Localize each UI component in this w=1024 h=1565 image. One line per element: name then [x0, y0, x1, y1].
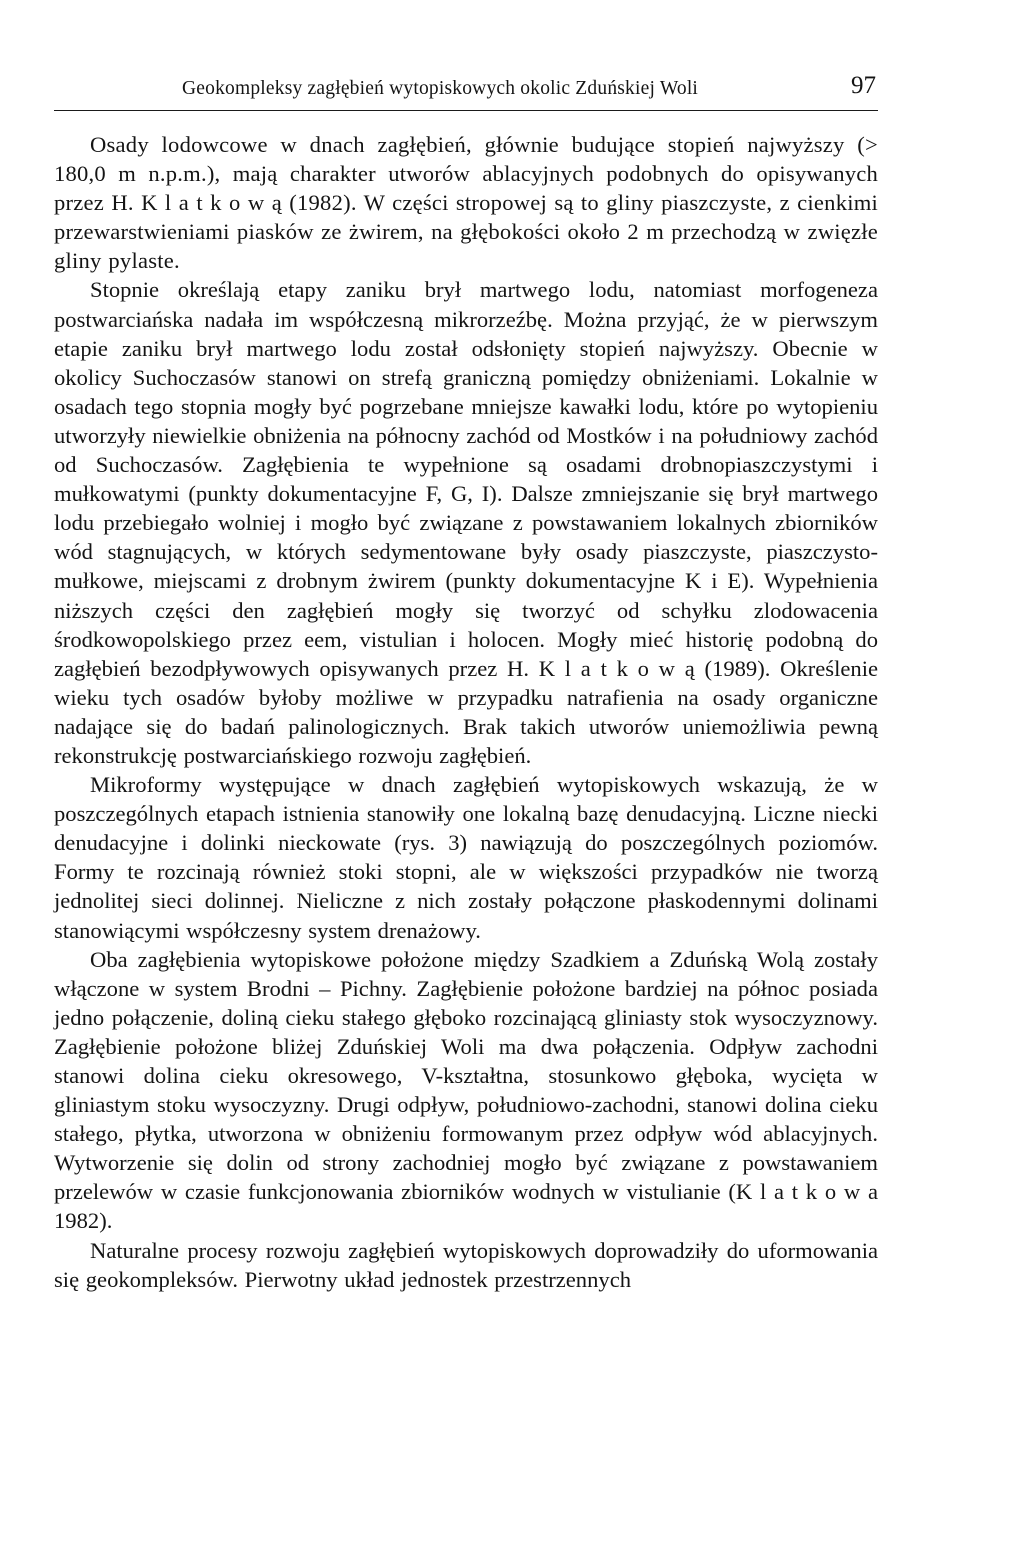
paragraph-5: Naturalne procesy rozwoju zagłębień wytopiskowych doprowadziły do uformowania się geokompleksów. Pierwotny układ jednostek przestrzennych — [54, 1237, 878, 1292]
paragraph-3: Mikroformy występujące w dnach zagłębień wytopiskowych wskazują, że w poszczególnych etapach istnienia stanowiły one lokalną bazę denudacyjną. Liczne niecki denudacyjne i dolinki nieckowate (rys. 3) nawiązują do poszczególnych poziomów. Formy te rozcinają również stoki stopni, ale w większości przypadków nie tworzą jednolitej sieci dolinnej. Nieliczne z nich zostały połączone płaskodennymi dolinami stanowiącymi współczesny system drenażowy. — [54, 772, 878, 943]
paragraph-1: Osady lodowcowe w dnach zagłębień, głównie budujące stopień najwyższy (> 180,0 m n.p.m.), mają charakter utworów ablacyjnych podobnych do opisywanych przez H. K l a t k o w ą (1982). W części stropowej są to gliny piaszczyste, z cienkimi przewarstwieniami piasków ze żwirem, na głębokości około 2 m przechodzą w zwięzłe gliny pylaste. — [54, 132, 878, 274]
document-page — [54, 72, 878, 1294]
page-number: 97 — [851, 72, 876, 99]
paragraph-4: Oba zagłębienia wytopiskowe położone między Szadkiem a Zduńską Wolą zostały włączone w system Brodni – Pichny. Zagłębienie położone bardziej na północ posiada jedno połączenie, doliną cieku stałego głęboko rozcinającą gliniasty stok wysoczyznowy. Zagłębienie położone bliżej Zduńskiej Woli ma dwa połączenia. Odpływ zachodni stanowi dolina cieku okresowego, V-kształtna, stosunkowo głęboka, wycięta w gliniastym stoku wysoczyzny. Drugi odpływ, południowo-zachodni, stanowi dolina cieku stałego, płytka, utworzona w obniżeniu formowanym przez odpływ wód ablacyjnych. Wytworzenie się dolin od strony zachodniej mogło być związane z powstawaniem przelewów w czasie funkcjonowania zbiorników wodnych w vistulianie (K l a t k o w a 1982). — [54, 946, 878, 1234]
body-text — [54, 130, 878, 1294]
running-title: Geokompleksy zagłębień wytopiskowych okolic Zduńskiej Woli — [182, 78, 699, 99]
running-header — [54, 72, 878, 111]
paragraph-2: Stopnie określają etapy zaniku brył martwego lodu, natomiast morfogeneza postwarciańska nadała im współczesną mikrorzeźbę. Można przyjąć, że w pierwszym etapie zaniku brył martwego lodu został odsłonięty stopień najwyższy. Obecnie w okolicy Suchoczasów stanowi on strefą graniczną pomiędzy obniżeniami. Lokalnie w osadach tego stopnia mogły być pogrzebane mniejsze kawałki lodu, które po wytopieniu utworzyły niewielkie obniżenia na północny zachód od Mostków i na południowy zachód od Suchoczasów. Zagłębienia te wypełnione są osadami drobnopiaszczystymi i mułkowatymi (punkty dokumentacyjne F, G, I). Dalsze zmniejszanie się brył martwego lodu przebiegało wolniej i mogło być związane z powstawaniem lokalnych zbiorników wód stagnujących, w których sedymentowane były osady piaszczyste, piaszczysto-mułkowe, miejscami z drobnym żwirem (punkty dokumentacyjne K i E). Wypełnienia niższych części den zagłębień mogły się tworzyć od schyłku zlodowacenia środkowopolskiego przez eem, vistulian i holocen. Mogły mieć historię podobną do zagłębień bezodpływowych opisywanych przez H. K l a t k o w ą (1989). Określenie wieku tych osadów byłoby możliwe w przypadku natrafienia na osady organiczne nadające się do badań palinologicznych. Brak takich utworów uniemożliwia pewną rekonstrukcję postwarciańskiego rozwoju zagłębień. — [54, 277, 878, 768]
